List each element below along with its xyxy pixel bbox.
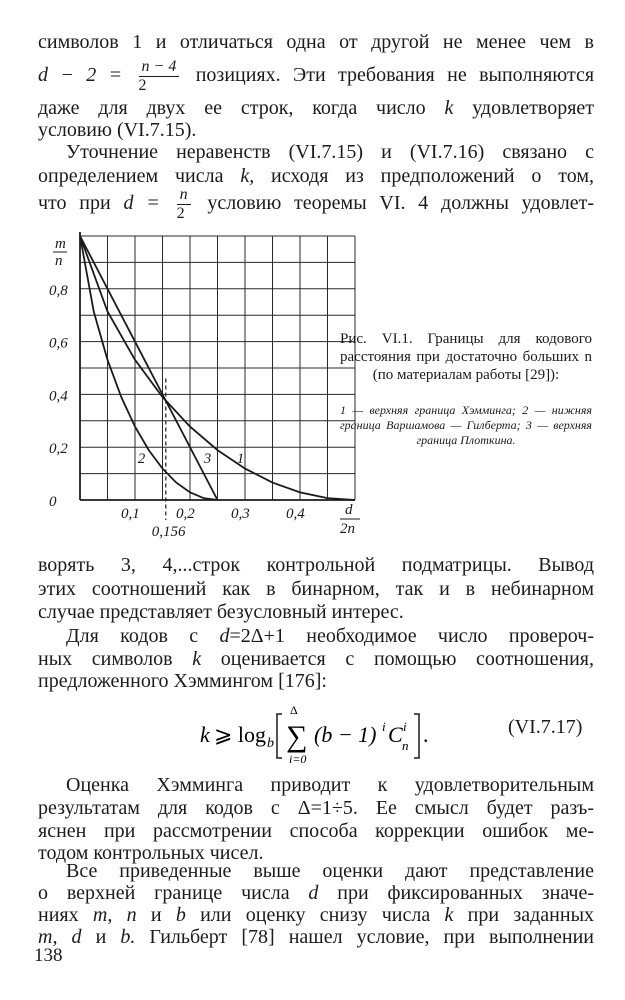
- text-line: о верхней границе числа d при фиксированных значе-: [38, 882, 594, 904]
- fraction: $\frac{n - 4}{2}$: [139, 58, 180, 95]
- figure-caption: Рис. VI.1. Границы для кодового расстояния при достаточно больших n (по материалам работы [29]):: [340, 331, 592, 383]
- text-line: Для кодов с d=2Δ+1 необходимое число провероч-: [66, 625, 594, 647]
- y-tick-label: 0,6: [49, 335, 68, 352]
- y-axis-label-den: n: [55, 253, 63, 269]
- formula-C-sup: i: [403, 719, 407, 734]
- x-tick-label: 0,2: [176, 506, 195, 522]
- curve-label-3: 3: [203, 451, 212, 468]
- text-line: символов 1 и отличаться одна от другой не менее чем в: [38, 31, 594, 53]
- formula-log-base: b: [267, 736, 274, 751]
- curve-label-1: 1: [236, 451, 245, 468]
- y-axis-label-num: m: [55, 236, 66, 252]
- x-axis-label-den: 2n: [340, 521, 355, 537]
- text-line: определением числа k, исходя из предположений о том,: [38, 165, 595, 187]
- text-line: случае представляет безусловный интерес.: [38, 601, 404, 623]
- text-line: даже для двух ее строк, когда число k удовлетворяет: [38, 97, 595, 119]
- formula-k: k: [200, 722, 210, 747]
- x-tick-label: 0,3: [231, 506, 250, 522]
- text-line: результатам для кодов с Δ=1÷5. Ее смысл будет разъ-: [38, 797, 594, 819]
- text-line: Уточнение неравенств (VI.7.15) и (VI.7.16) связано с: [66, 141, 594, 163]
- figure-legend: 1 — верхняя граница Хэмминга; 2 — нижняя граница Варшамова — Гилберта; 3 — верхняя граница Плоткина.: [340, 403, 592, 447]
- sum-upper: Δ: [290, 703, 298, 717]
- page-number: 138: [34, 945, 63, 966]
- x-tick-label: 0,1: [121, 506, 140, 522]
- text-line: ниях m, n и b или оценку снизу числа k при заданных: [38, 904, 595, 926]
- formula-end: .: [423, 722, 429, 747]
- text-line: тодом контрольных чисел.: [38, 842, 264, 864]
- formula-svg: [196, 700, 496, 770]
- left-bracket: [277, 714, 282, 758]
- text-line: ных символов k оценивается с помощью соотношения,: [38, 648, 594, 670]
- text-line: ворять 3, 4,...строк контрольной подматрицы. Вывод: [38, 554, 594, 576]
- text-line: условию (VI.7.15).: [38, 119, 197, 141]
- sum-lower: i=0: [289, 752, 307, 766]
- x-axis-label-num: d: [345, 502, 353, 518]
- text-line: m, d и b. Гильберт [78] нашел условие, при выполнении: [38, 926, 595, 948]
- formula-log: ⩾ log: [214, 722, 267, 747]
- text-line: яснен при рассмотрении способа коррекции ошибок ме-: [38, 820, 594, 842]
- text-line: этих соотношений как в бинарном, так и в небинарном: [38, 578, 594, 600]
- formula-C: C: [388, 722, 403, 747]
- text-line: Все приведенные выше оценки дают представление: [66, 860, 594, 882]
- text-line: что при d = $\frac{n}{2}$ условию теоремы VI. 4 должны удовлет-: [38, 186, 595, 222]
- sum-sign: ∑: [286, 720, 308, 753]
- equation-number: (VI.7.17): [508, 716, 583, 738]
- right-bracket: [414, 714, 419, 758]
- fraction: $\frac{n}{2}$: [177, 186, 191, 223]
- formula-C-sub: n: [402, 738, 409, 753]
- formula-body: (b − 1): [314, 722, 377, 747]
- curve-label-2: 2: [137, 451, 146, 468]
- y-tick-label: 0: [49, 494, 57, 510]
- x-tick-label: 0,156: [151, 524, 186, 540]
- x-tick-label: 0,4: [286, 506, 305, 522]
- y-tick-label: 0,4: [49, 388, 68, 405]
- formula-exp: i: [382, 719, 386, 734]
- text-line: предложенного Хэммингом [176]:: [38, 670, 327, 692]
- y-tick-label: 0,2: [49, 441, 68, 458]
- chart-grid: [80, 236, 355, 520]
- figure-chart: [45, 232, 355, 542]
- text-line: Оценка Хэмминга приводит к удовлетворительным: [66, 774, 594, 796]
- text-line: d − 2 = $\frac{n - 4}{2}$ позициях. Эти требования не выполняются: [38, 58, 595, 94]
- y-tick-label: 0,8: [49, 282, 68, 299]
- formula: [196, 700, 496, 776]
